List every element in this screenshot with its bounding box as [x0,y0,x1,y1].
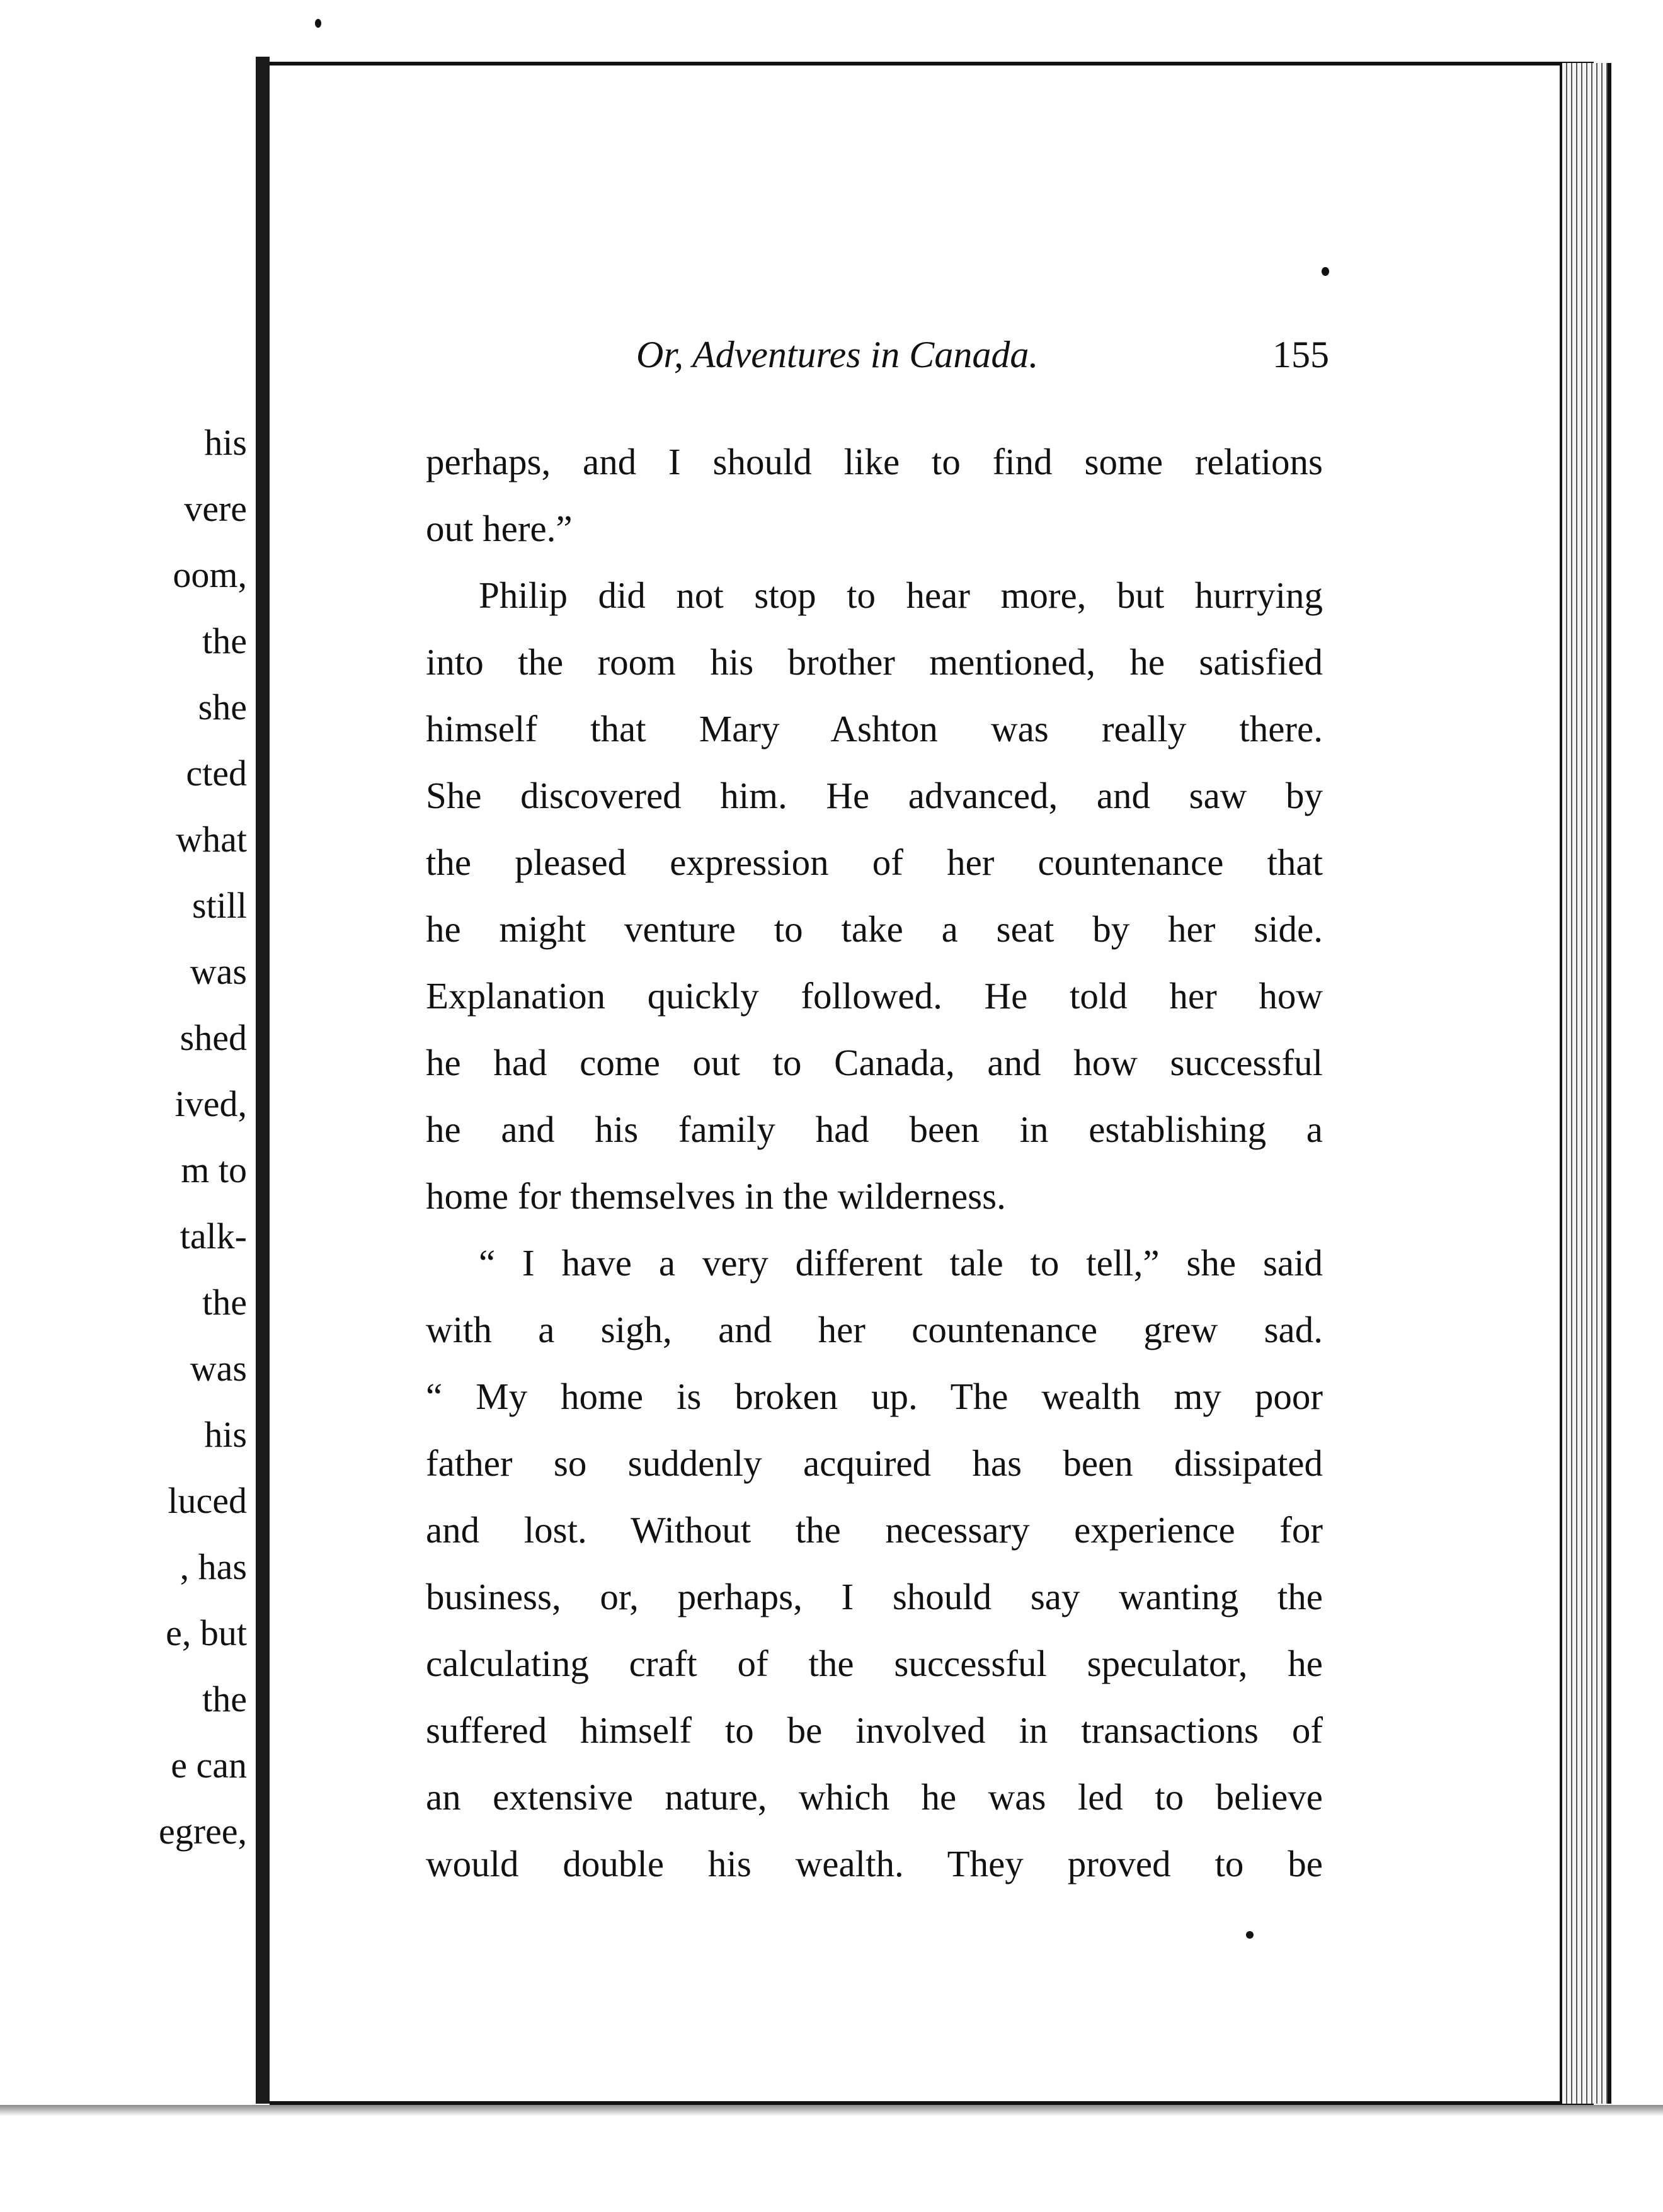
text-line: into the room his brother mentioned, he satisfied [426,641,1323,683]
left-fragment: still [191,885,247,926]
text-line: calculating craft of the successful speculator, he [426,1643,1323,1684]
text-line: She discovered him. He advanced, and saw by [426,775,1323,816]
book-gutter [256,57,270,2104]
left-fragment: cted [186,753,247,794]
left-page-text-fragments [0,409,247,1864]
ink-speck [315,19,321,28]
left-fragment: e, but [166,1612,247,1653]
ink-speck [1246,1931,1254,1939]
text-line: he and his family had been in establishing a [426,1109,1323,1150]
left-fragment: luced [168,1480,247,1521]
left-fragment: talk- [180,1216,247,1257]
text-line: out here.” [426,508,573,549]
text-line: and lost. Without the necessary experience for [426,1509,1323,1551]
text-line: “ I have a very different tale to tell,” she said [479,1242,1323,1284]
text-line: Explanation quickly followed. He told her how [426,975,1323,1017]
text-line: perhaps, and I should like to find some relations [426,441,1323,482]
running-title: Or, Adventures in Canada. [636,334,1039,375]
left-fragment: vere [184,488,247,529]
left-fragment: , has [180,1546,247,1587]
ink-speck [1322,267,1329,276]
left-fragment: m to [181,1149,247,1190]
bottom-shadow [0,2105,1663,2116]
left-fragment: the [202,1282,247,1323]
text-line: suffered himself to be involved in transactions of [426,1709,1323,1751]
text-line: the pleased expression of her countenance that [426,841,1323,883]
left-fragment: was [190,1348,247,1389]
text-line: father so suddenly acquired has been dissipated [426,1442,1323,1484]
page-edges [1560,63,1611,2104]
left-fragment: his [204,422,247,463]
left-fragment: the [202,620,247,661]
page-number: 155 [1272,334,1329,375]
text-line: business, or, perhaps, I should say wanting the [426,1576,1323,1617]
left-fragment: shed [180,1017,247,1058]
left-fragment: egree, [158,1811,247,1852]
text-line: Philip did not stop to hear more, but hurrying [479,574,1323,616]
left-fragment: what [176,819,247,860]
left-fragment: e can [171,1745,247,1786]
left-fragment: the [202,1679,247,1719]
left-fragment: his [204,1414,247,1455]
left-fragment: was [190,951,247,992]
left-fragment: she [198,687,247,727]
text-line: an extensive nature, which he was led to believe [426,1776,1323,1818]
text-line: “ My home is broken up. The wealth my poor [426,1376,1323,1417]
left-fragment: ived, [174,1083,247,1124]
text-line: would double his wealth. They proved to be [426,1843,1323,1884]
text-line: he had come out to Canada, and how successful [426,1042,1323,1083]
body-text [426,428,1323,1897]
left-facing-page [0,50,260,2110]
running-head [636,326,1329,383]
left-fragment: oom, [173,554,247,595]
text-line: he might venture to take a seat by her side. [426,908,1323,950]
text-line: home for themselves in the wilderness. [426,1175,1006,1217]
text-line: himself that Mary Ashton was really there. [426,708,1323,750]
text-line: with a sigh, and her countenance grew sad. [426,1309,1323,1350]
